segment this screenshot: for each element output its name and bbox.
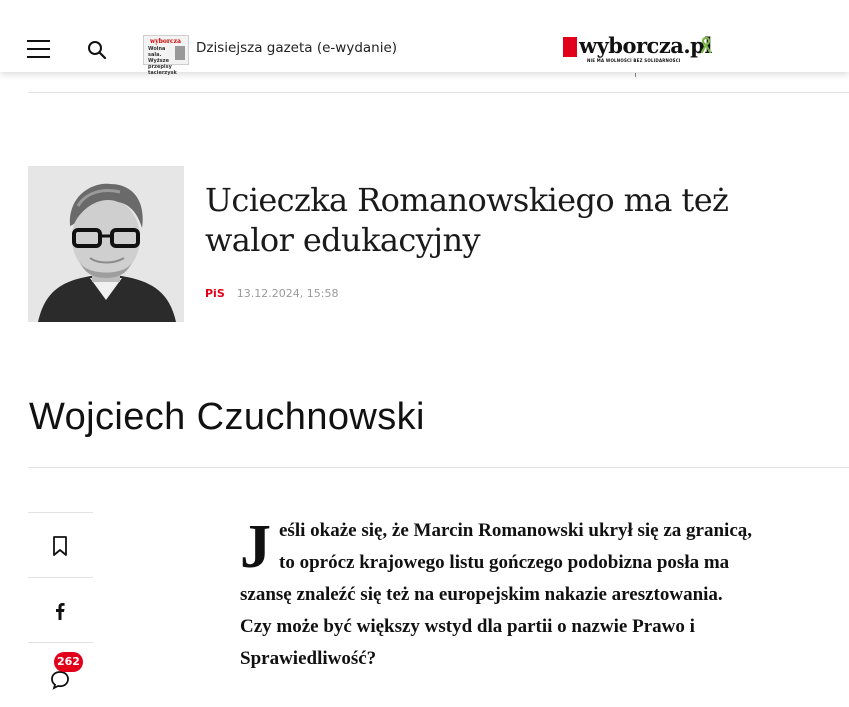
logo-text: wyborcza.pl	[579, 33, 712, 58]
drop-cap: J	[240, 513, 271, 581]
divider	[28, 467, 849, 468]
lead-line: Czy może być większy wstyd dla partii o nazwie Prawo i	[240, 616, 695, 637]
search-icon[interactable]	[86, 39, 108, 61]
author-avatar[interactable]	[28, 166, 184, 322]
lead-line: szansę znaleźć się też na europejskim nakazie aresztowania.	[240, 584, 723, 605]
hamburger-icon[interactable]	[27, 40, 50, 58]
thumbnail-headline: Wolna sala. Wyższe przepisy tacierzysk	[148, 46, 177, 76]
thumbnail-photo	[175, 46, 185, 60]
ribbon-icon	[700, 37, 712, 53]
header-tick	[635, 73, 636, 77]
facebook-share-button[interactable]	[28, 578, 93, 642]
bookmark-icon	[50, 535, 70, 557]
article-tag[interactable]: PiS	[205, 287, 225, 300]
wyborcza-logo[interactable]	[563, 33, 723, 61]
logo-red-square	[563, 37, 577, 57]
comment-icon	[50, 669, 70, 691]
bookmark-button[interactable]	[28, 513, 93, 577]
article-title: Ucieczka Romanowskiego ma też walor edukacyjny	[205, 181, 729, 259]
article-date: 13.12.2024, 15:58	[236, 287, 339, 300]
lead-line: Sprawiedliwość?	[240, 648, 377, 669]
lead-line: eśli okaże się, że Marcin Romanowski ukrył się za granicą,	[279, 520, 753, 541]
author-name[interactable]: Wojciech Czuchnowski	[29, 396, 425, 438]
article-actions	[28, 512, 93, 707]
site-header	[0, 0, 849, 76]
thumbnail-masthead: wyborcza	[150, 38, 181, 45]
article-lead	[240, 515, 818, 675]
e-paper-thumbnail[interactable]	[143, 35, 189, 76]
daily-paper-link[interactable]: Dzisiejsza gazeta (e-wydanie)	[196, 40, 398, 56]
facebook-icon	[50, 600, 70, 622]
article-meta	[205, 287, 338, 300]
comments-count-badge[interactable]: 262	[54, 652, 83, 672]
divider	[28, 92, 849, 93]
lead-line: to oprócz krajowego listu gończego podobizna posła ma	[279, 552, 730, 573]
logo-tagline: NIE MA WOLNOŚCI BEZ SOLIDARNOŚCI	[587, 58, 681, 63]
